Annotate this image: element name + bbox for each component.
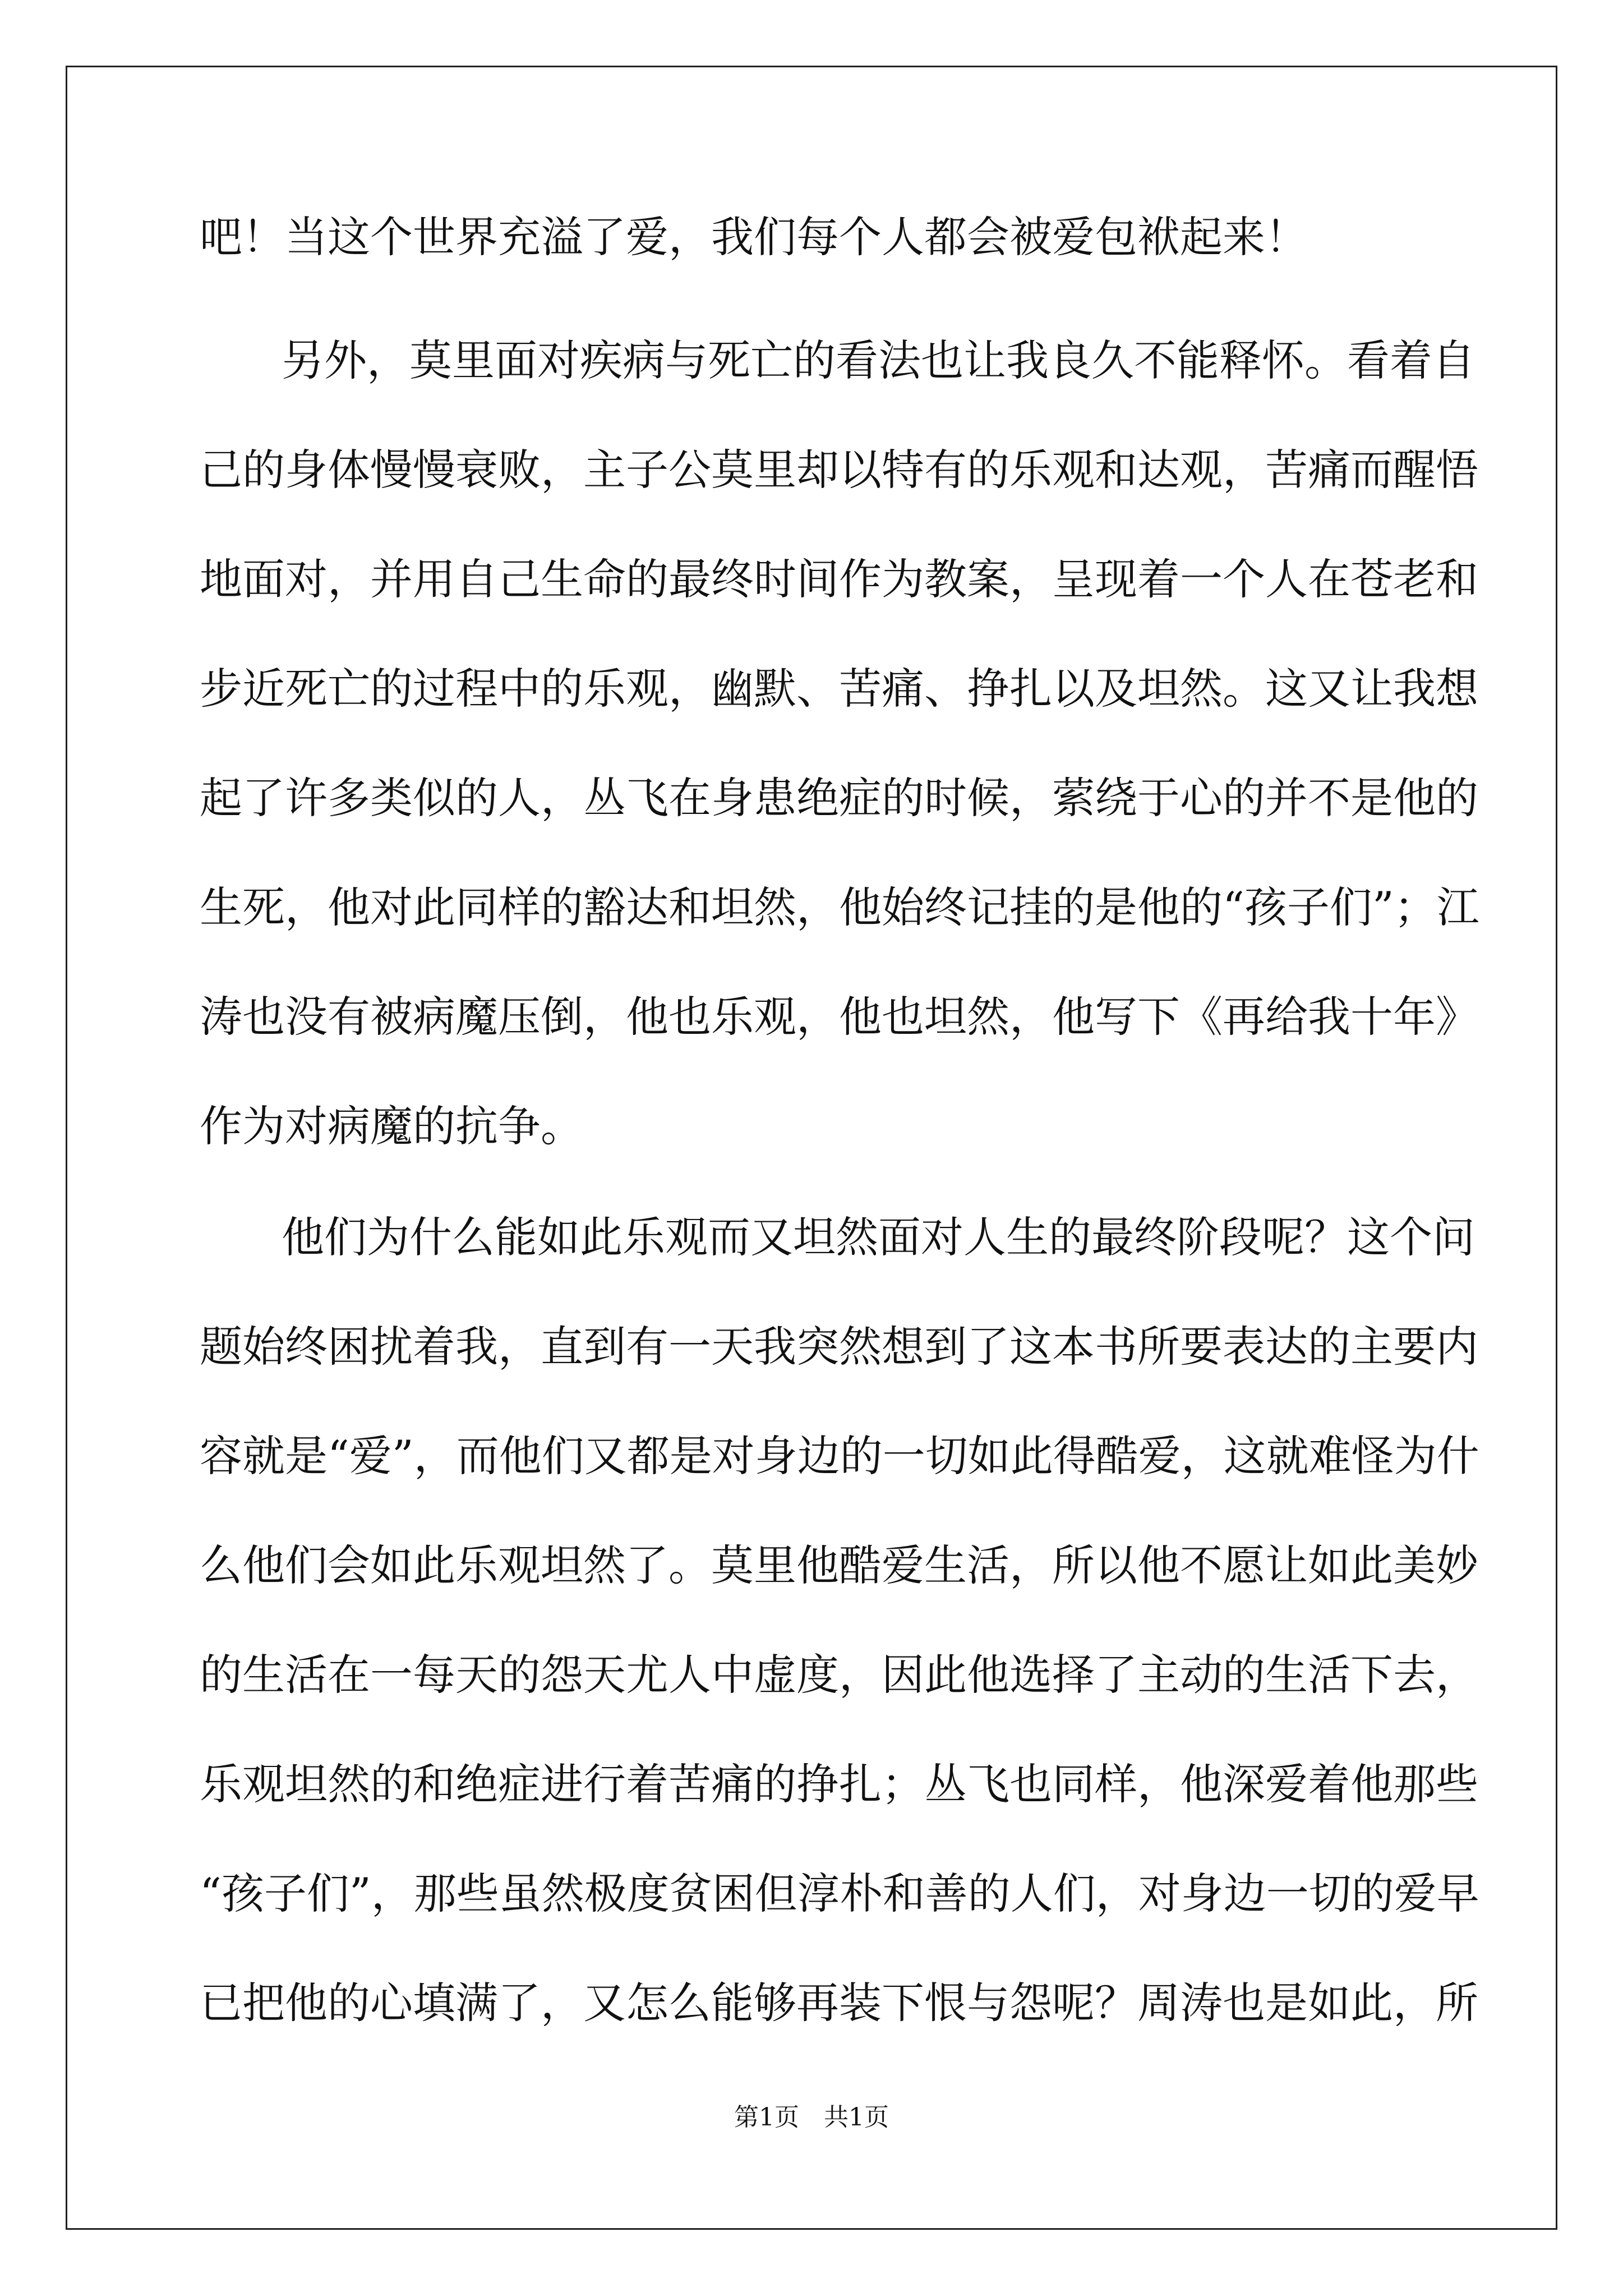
text-line: 涛也没有被病魔压倒，他也乐观，他也坦然，他写下《再给我十年》	[200, 992, 1478, 1042]
text-line: 己的身体慢慢衰败，主子公莫里却以特有的乐观和达观，苦痛而醒悟	[200, 445, 1478, 495]
text-line: 么他们会如此乐观坦然了。莫里他酷爱生活，所以他不愿让如此美妙	[200, 1540, 1478, 1590]
text-line: 的生活在一每天的怨天尤人中虚度，因此他选择了主动的生活下去，	[200, 1650, 1478, 1700]
text-line: 乐观坦然的和绝症进行着苦痛的挣扎；丛飞也同样，他深爱着他那些	[200, 1759, 1478, 1809]
text-line: 吧！当这个世界充溢了爱，我们每个人都会被爱包袱起来！	[200, 212, 1308, 262]
text-line: 地面对，并用自己生命的最终时间作为教案，呈现着一个人在苍老和	[200, 554, 1478, 604]
text-line: 容就是“爱”，而他们又都是对身边的一切如此得酷爱，这就难怪为什	[200, 1431, 1479, 1481]
paragraph-first-line: 他们为什么能如此乐观而又坦然面对人生的最终阶段呢？这个问	[282, 1212, 1475, 1262]
text-line: 步近死亡的过程中的乐观，幽默、苦痛、挣扎以及坦然。这又让我想	[200, 664, 1478, 714]
page-number-footer: 第1页 共1页	[734, 2103, 889, 2132]
text-line: 生死，他对此同样的豁达和坦然，他始终记挂的是他的“孩子们”；江	[200, 882, 1479, 932]
paragraph-first-line: 另外，莫里面对疾病与死亡的看法也让我良久不能释怀。看着自	[282, 335, 1475, 385]
text-line: 已把他的心填满了，又怎么能够再装下恨与怨呢？周涛也是如此，所	[200, 1978, 1478, 2028]
text-line: 起了许多类似的人，丛飞在身患绝症的时候，萦绕于心的并不是他的	[200, 773, 1478, 823]
text-line: 作为对病魔的抗争。	[200, 1101, 583, 1151]
text-line: “孩子们”，那些虽然极度贫困但淳朴和善的人们，对身边一切的爱早	[200, 1869, 1479, 1918]
text-line: 题始终困扰着我，直到有一天我突然想到了这本书所要表达的主要内	[200, 1322, 1478, 1372]
